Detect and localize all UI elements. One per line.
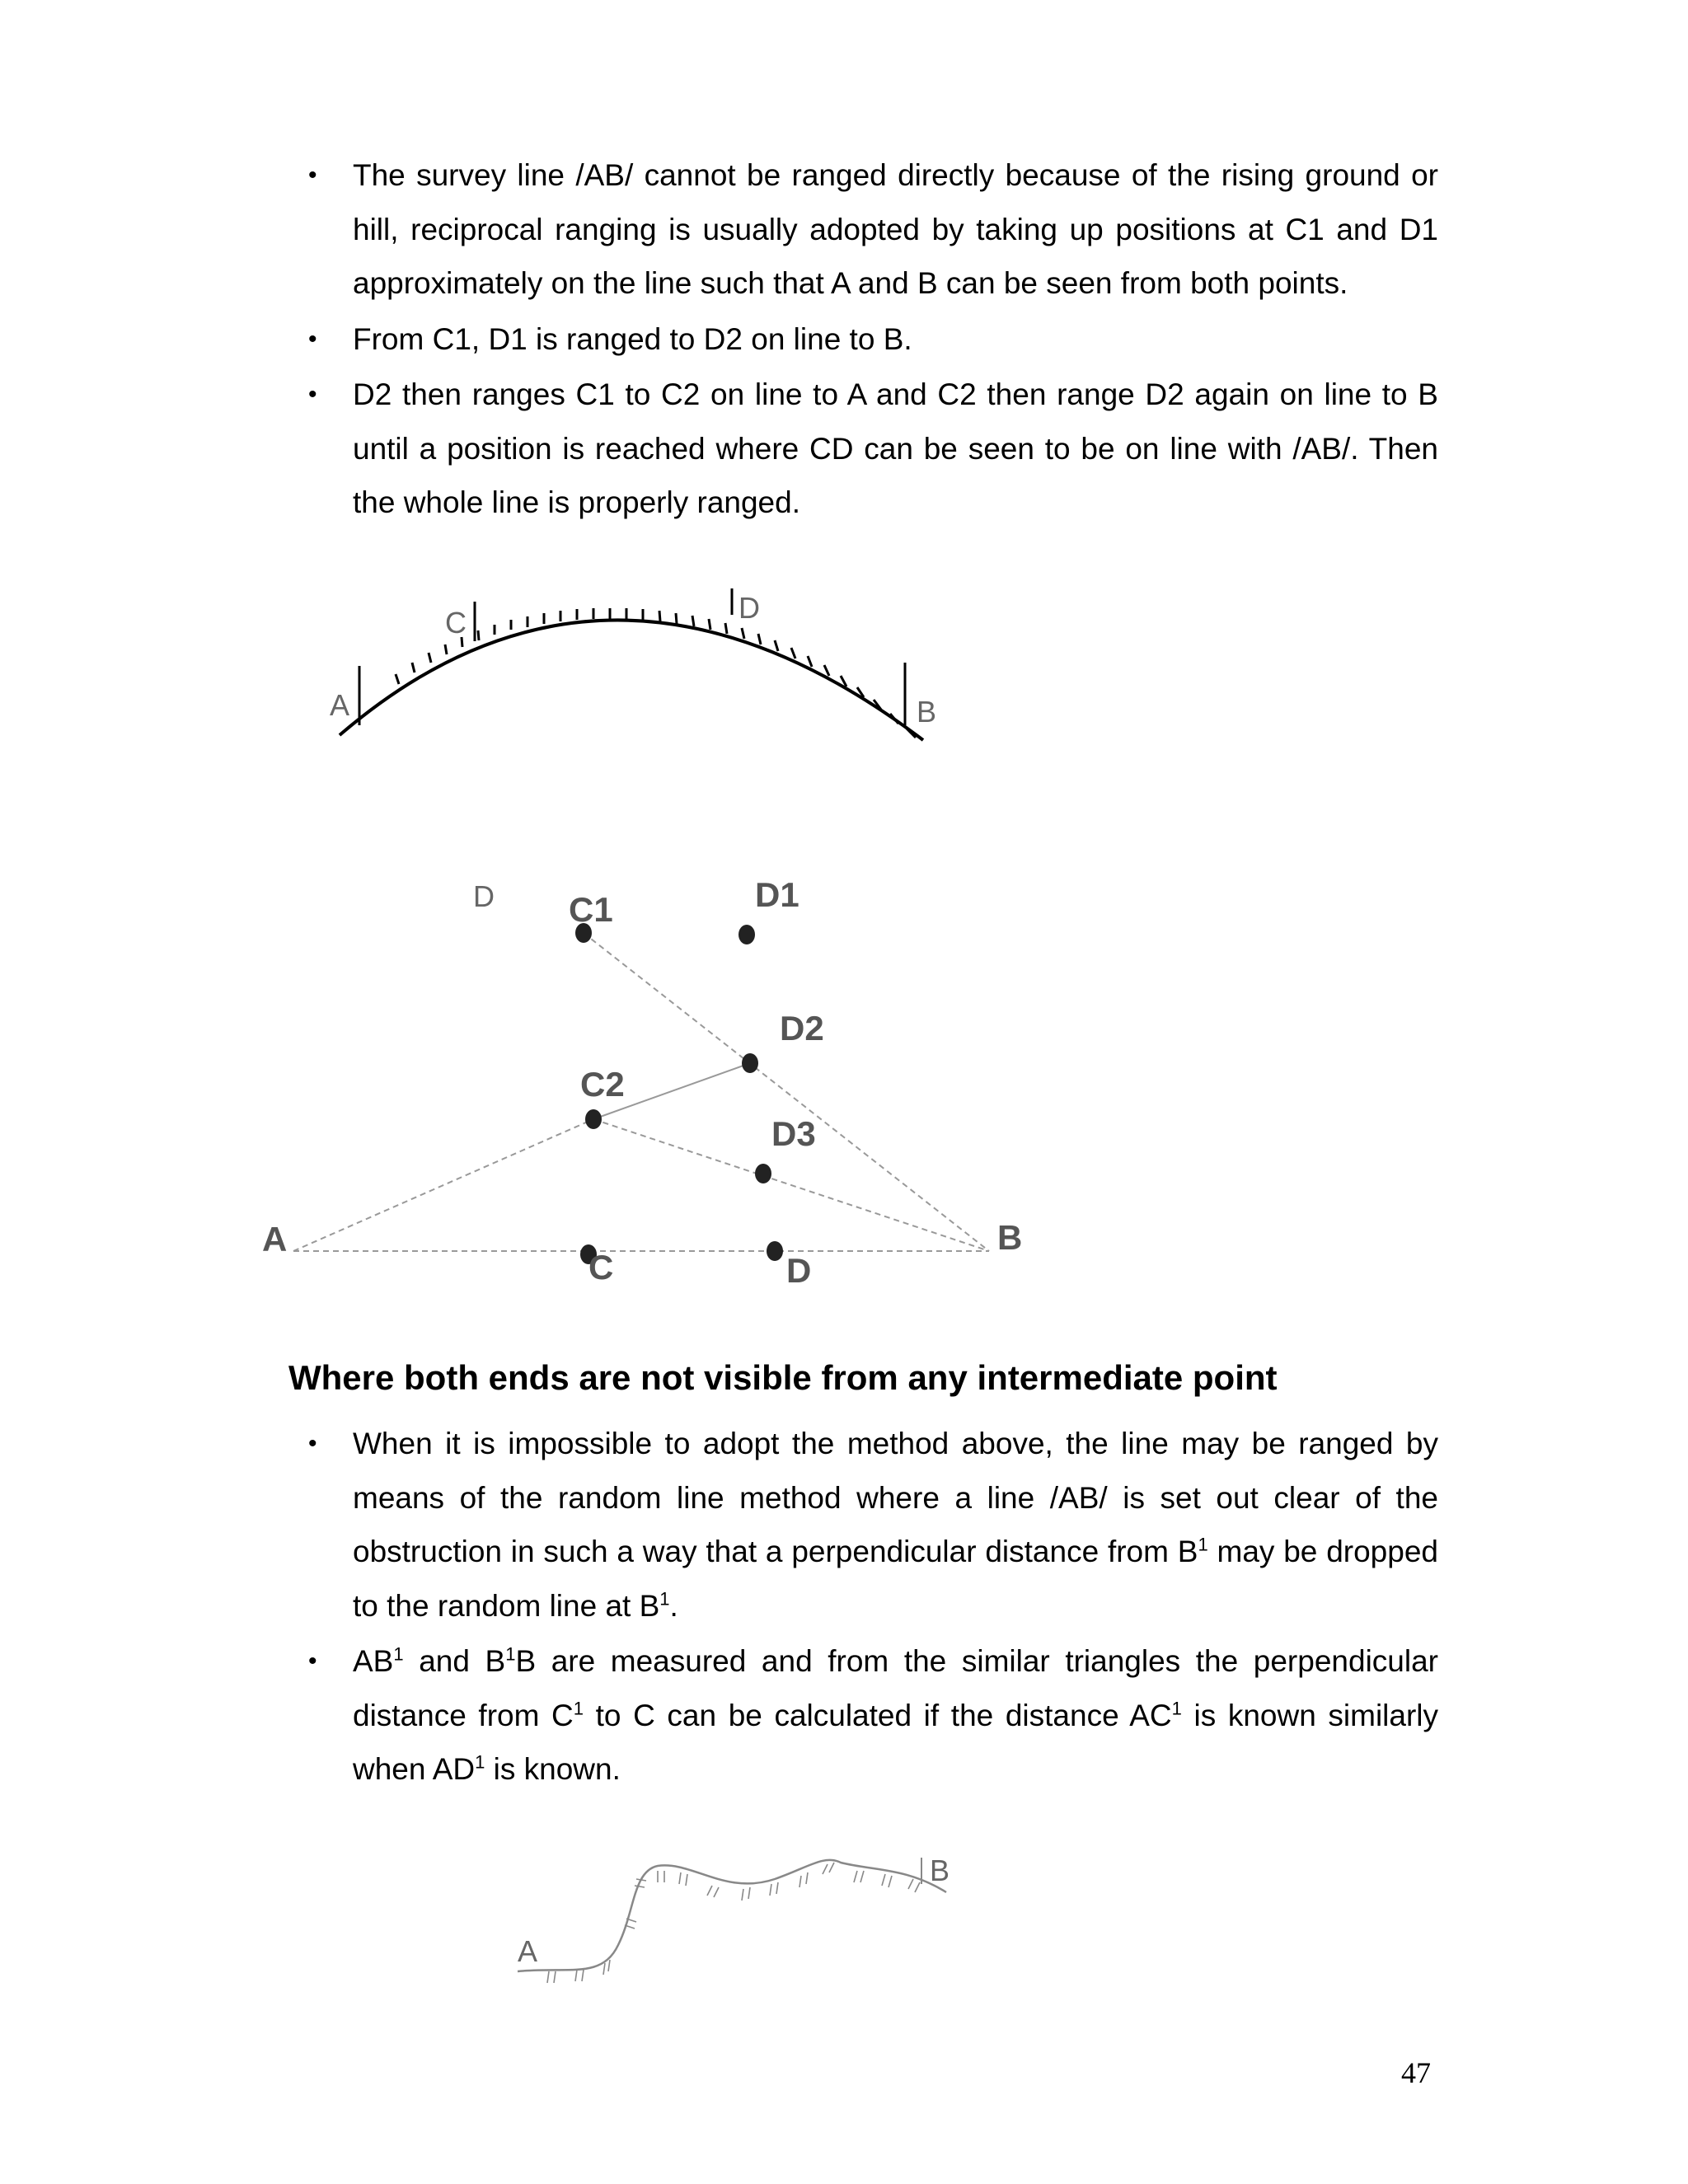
hill-curve [340, 620, 923, 740]
list-item [308, 1417, 1438, 1633]
list-item [308, 148, 1438, 311]
bullet-dot: • [308, 1430, 317, 1457]
obstacle-hatching [547, 1863, 920, 1983]
point-d3 [755, 1164, 771, 1183]
point-d1 [738, 925, 755, 944]
superscript: 1 [1171, 1698, 1182, 1719]
figure-obstacle-path [495, 1846, 973, 2011]
label-c1: C1 [569, 890, 613, 929]
text-run: may be dropped to the random line at B [353, 1535, 1438, 1623]
bullet-dot: • [308, 325, 317, 353]
bullet-text [353, 1427, 1438, 1623]
label-b: B [917, 695, 937, 729]
text-run: to C can be calculated if the distance AC [584, 1698, 1172, 1732]
construction-lines [293, 933, 989, 1251]
label-a: A [262, 1220, 288, 1258]
figure-hill-profile [313, 577, 956, 758]
bullet-text [353, 1644, 1438, 1786]
list-item [308, 312, 1438, 367]
text-run: and B [403, 1644, 506, 1678]
text-run: is known. [485, 1752, 621, 1786]
text-run: AB [353, 1644, 394, 1678]
label-b: B [930, 1854, 950, 1887]
superscript: 1 [573, 1698, 584, 1719]
superscript: 1 [505, 1643, 516, 1665]
label-b: B [997, 1218, 1023, 1257]
text-run: When it is impossible to adopt the method above, the line may be ranged by means of the random line method where a line /AB/ is set out clear of the obstruction in such a way that a perpendicular distance from B [353, 1427, 1438, 1568]
superscript: 1 [659, 1588, 670, 1610]
label-a: A [518, 1934, 538, 1968]
label-d: D [786, 1251, 812, 1290]
text-run: . [669, 1588, 678, 1623]
list-item [308, 368, 1438, 530]
label-d: D [738, 591, 760, 625]
label-c: C [445, 606, 467, 640]
bullet-dot: • [308, 162, 317, 189]
point-d2 [742, 1053, 758, 1073]
section-random-line [0, 1417, 1688, 1797]
obstacle-curve [518, 1860, 946, 1971]
bullet-text: From C1, D1 is ranged to D2 on line to B. [353, 321, 912, 356]
label-d2: D2 [780, 1009, 824, 1047]
stray-label-d: D [473, 879, 495, 913]
label-a: A [330, 688, 350, 722]
superscript: 1 [393, 1643, 404, 1665]
label-c2: C2 [580, 1065, 625, 1104]
text-run: B are measured and from the similar triangles the perpendicular distance from C [353, 1644, 1438, 1732]
bullet-text: D2 then ranges C1 to C2 on line to A and C2 then range D2 again on line to B until a position is reached where CD can be seen to be on line with /AB/. Then the whole line is properly ranged. [353, 377, 1438, 519]
label-c: C [588, 1248, 614, 1286]
list-item [308, 1634, 1439, 1797]
section-reciprocal-ranging [0, 148, 1688, 530]
label-d3: D3 [771, 1114, 816, 1153]
bullet-list-1 [0, 148, 1688, 530]
point-d [767, 1241, 783, 1261]
line-c1-b [584, 933, 989, 1251]
bullet-list-2 [0, 1417, 1688, 1797]
bullet-dot: • [308, 381, 317, 408]
bullet-text: The survey line /AB/ cannot be ranged directly because of the rising ground or hill, reciprocal ranging is usually adopted by taking up positions at C1 and D1 approximately on the line such that A and B can be seen from both points. [353, 158, 1438, 300]
page-number: 47 [1401, 2056, 1431, 2089]
superscript: 1 [475, 1751, 485, 1773]
text-run: is known similarly when AD [353, 1698, 1439, 1786]
bullet-dot: • [308, 1647, 317, 1675]
figure-reciprocal-ranging [247, 865, 1055, 1310]
point-c2 [585, 1109, 602, 1129]
line-a-c2 [293, 1119, 593, 1251]
superscript: 1 [1198, 1534, 1208, 1555]
label-d1: D1 [755, 875, 799, 914]
section-heading: Where both ends are not visible from any intermediate point [288, 1358, 1278, 1397]
